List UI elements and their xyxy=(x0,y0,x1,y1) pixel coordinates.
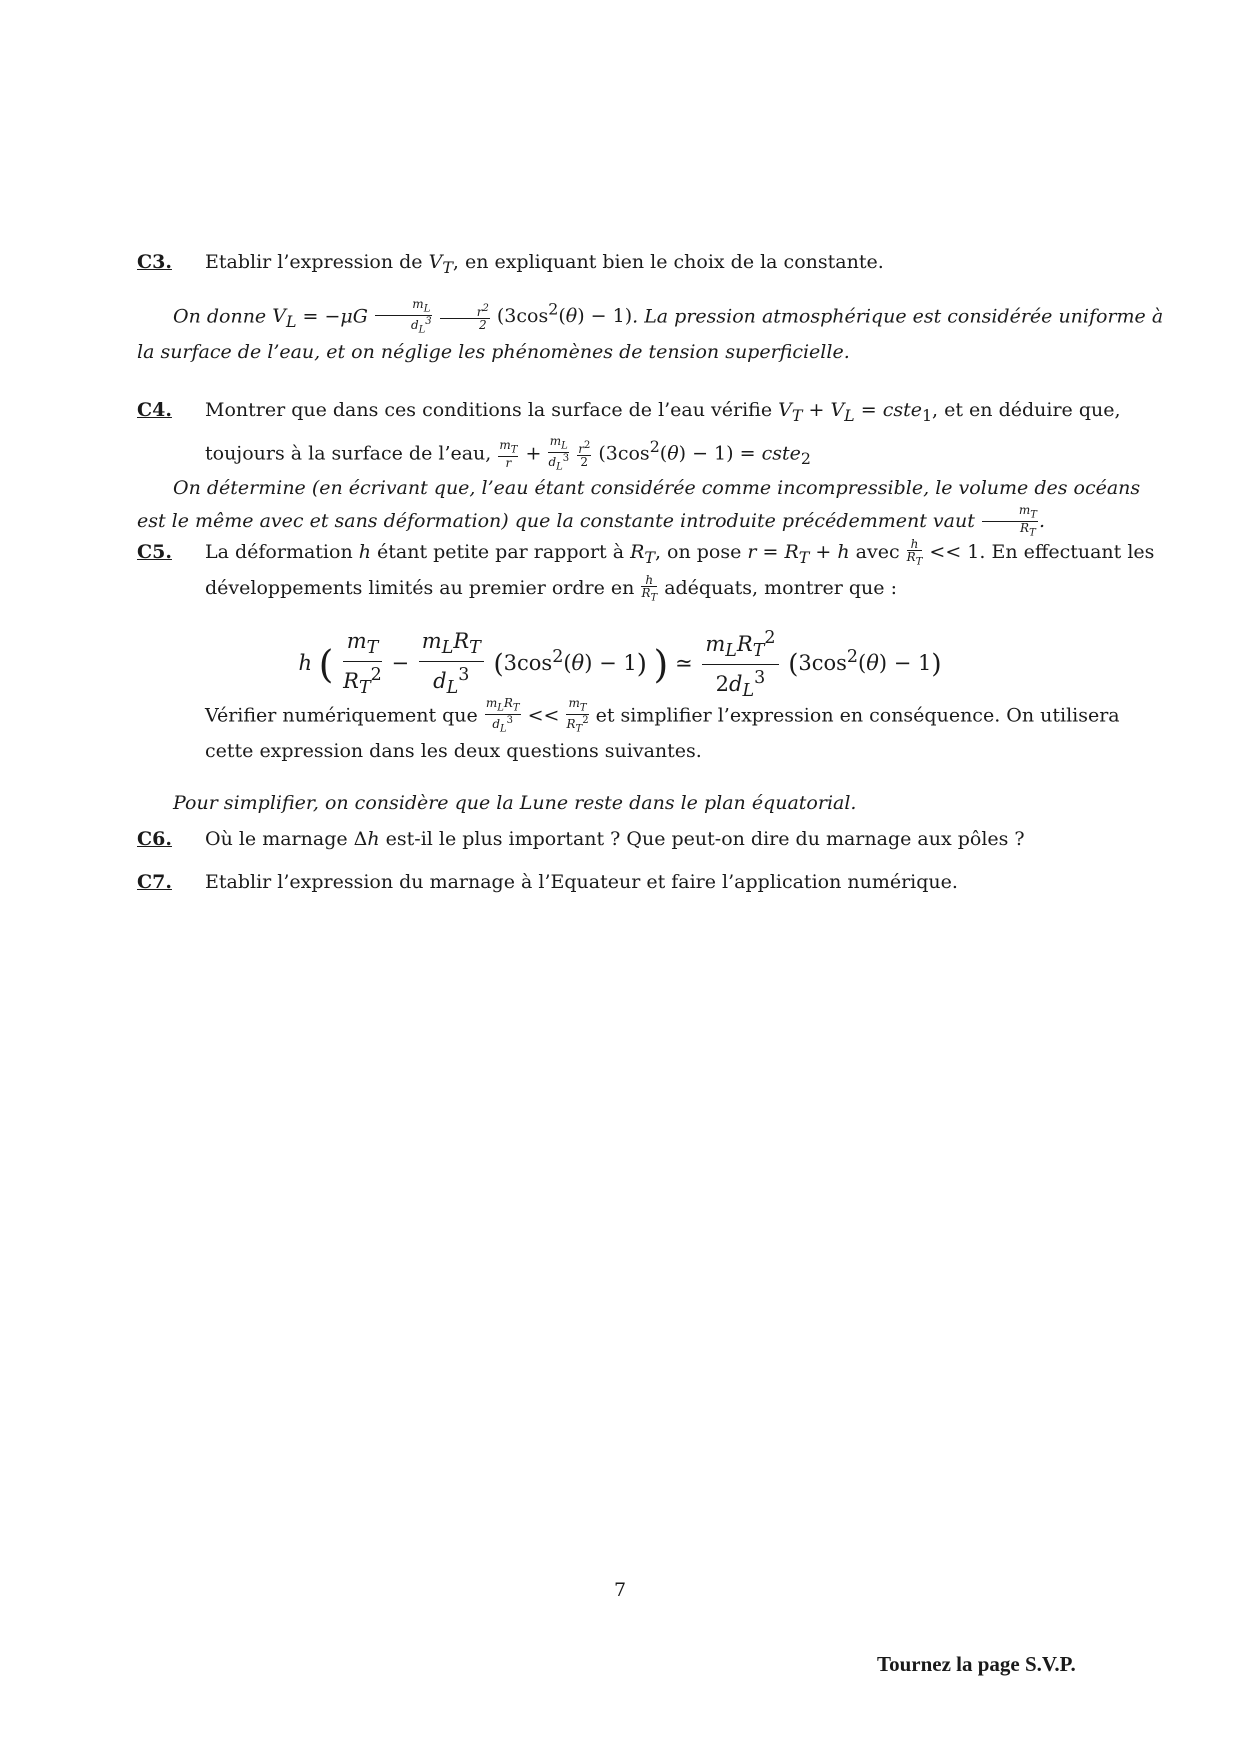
tide-equation: h ( $\frac{m_T}{R_T^2}$ − $m_LR_T$ $d_L^3$ $(3\cos^2(\theta) - 1)$ ) ≃ $m_LR_T^2$ $2d_L^3$ $(3\cos^2(\theta) - 1)$ xyxy=(0,625,1240,704)
note-plane-text: Pour simplifier, on considère que la Lune reste dans le plan équatorial. xyxy=(173,792,857,814)
question-label: C4. xyxy=(137,399,172,421)
page-number: 7 xyxy=(613,1579,627,1601)
question-label: C3. xyxy=(137,251,172,273)
note-constant: On détermine (en écrivant que, l’eau étant considérée comme incompressible, le volume des océans est le même avec et sans déformation) que la constante introduite précédemment vaut $\frac{m_T}{R_T}$ . xyxy=(137,477,1141,539)
note-plane xyxy=(173,788,856,819)
question-label: C7. xyxy=(137,871,172,893)
footer-turn-page: Tournez la page S.V.P. xyxy=(877,1652,1076,1676)
followup-text: Vérifier numériquement que $m_LR_T$ $d_L^3$ << $\frac{m_T}{R_T^2}$ et simplifier l’expression en conséquence. On utilisera cette expression dans les deux questions suivantes. xyxy=(205,696,1120,762)
question-text: Où le marnage Δh est-il le plus important ? Que peut-on dire du marnage aux pôles ? xyxy=(205,828,1025,850)
question-text: Montrer que dans ces conditions la surface de l’eau vérifie $V_T + V_L$ = cste$_1$, et en déduire que, toujours à la surface de l’eau, $\frac{m_T}{r}$ + $\frac{m_L}{d_L^3}$ $\frac{r^2}{2}$ $(3\cos^2(\theta) - 1)$ = cste$_2$ xyxy=(205,399,1121,473)
question-label: C6. xyxy=(137,828,172,850)
question-text: Etablir l’expression du marnage à l’Equateur et faire l’application numérique. xyxy=(205,871,958,893)
note-vl: On donne $V_L = -\mu G$ $\frac{m_L}{d_L^3}$ $\frac{r^2}{2}$ $(3\cos^2(\theta) - 1)$. La pression atmosphérique est considérée uniforme à la surface de l’eau, et on néglige les phénomènes de tension superficielle. xyxy=(137,296,1164,364)
question-label: C5. xyxy=(137,541,172,563)
question-text: Etablir l’expression de $V_T$, en expliquant bien le choix de la constante. xyxy=(205,251,884,277)
question-text: La déformation h étant petite par rapport à $R_T$, on pose $r = R_T + h$ avec $\frac{h}{R_T}$ << 1. En effectuant les développements limités au premier ordre en $\frac{h}{R_T}$ adéquats, montrer que : xyxy=(205,536,1155,603)
